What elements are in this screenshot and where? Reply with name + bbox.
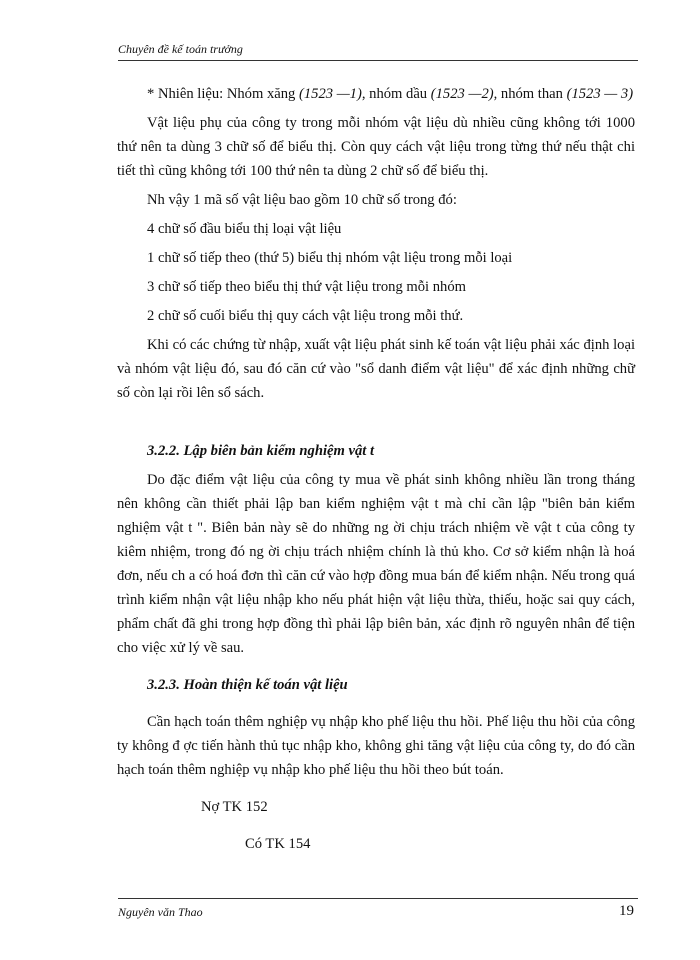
section-heading-3-2-3: 3.2.3. Hoàn thiện kế toán vật liệu (147, 677, 348, 693)
code-intro: Nh vậy 1 mã số vật liệu bao gồm 10 chữ số trong đó: (147, 192, 457, 208)
inspection-paragraph: Do đặc điểm vật liệu của công ty mua về phát sinh không nhiều lần trong tháng nên không cần thiết phải lập ban kiểm nghiệm vật t mà chỉ cần lập "biên bản kiểm nghiệm vật t ". Biên bản này sẽ do những ng ời chịu trách nhiệm về vật t của công ty kiêm nhiệm, trong đó ng ời chịu trách nhiệm chính là thủ kho. Cơ sở kiểm nhận là hoá đơn, nếu ch a có hoá đơn thì căn cứ vào hợp đồng mua bán để kiểm nhận. Nếu trong quá trình kiểm nhận vật liệu nhập kho nếu phát hiện vật liệu thừa, thiếu, hoặc sai quy cách, phẩm chất đã ghi trong hợp đồng thì phải lập biên bản, xác định rõ nguyên nhân để tiện cho việc xử lý về sau. (117, 472, 635, 656)
scrap-paragraph: Cần hạch toán thêm nghiệp vụ nhập kho phế liệu thu hồi. Phế liệu thu hồi của công ty không đ ợc tiến hành thủ tục nhập kho, không ghi tăng vật liệu của công ty, do đó cần hạch toán thêm nghiệp vụ nhập kho phế liệu thu hồi theo bút toán. (117, 714, 635, 778)
footer-author: Nguyên văn Thao (118, 905, 203, 919)
fuel-paragraph (117, 82, 635, 106)
page-header (118, 40, 638, 61)
journal-debit-entry: Nợ TK 152 (201, 799, 268, 815)
fuel-code-1: (1523 —1) (299, 86, 362, 102)
auxiliary-materials-paragraph: Vật liệu phụ của công ty trong mỗi nhóm vật liệu dù nhiều cũng không tới 1000 thứ nên ta dùng 3 chữ số để biểu thị. Còn quy cách vật liệu trong từng thứ nếu thật chi tiết thì cũng không tới 100 thứ nên ta dùng 2 chữ số để biểu thị. (117, 115, 635, 179)
code-item: 1 chữ số tiếp theo (thứ 5) biểu thị nhóm vật liệu trong mỗi loại (147, 250, 513, 266)
fuel-prefix: * Nhiên liệu: Nhóm xăng (147, 86, 299, 102)
code-item: 4 chữ số đầu biểu thị loại vật liệu (147, 221, 342, 237)
page-number: 19 (619, 903, 634, 919)
fuel-code-3: (1523 — 3) (566, 86, 634, 102)
fuel-mid-2: , nhóm than (493, 86, 567, 102)
journal-credit-entry: Có TK 154 (245, 836, 311, 852)
page-footer (118, 898, 638, 919)
fuel-mid-1: , nhóm dầu (361, 86, 431, 102)
page-content (117, 82, 635, 856)
code-item: 3 chữ số tiếp theo biểu thị thứ vật liệu trong mỗi nhóm (147, 279, 467, 295)
section-heading-3-2-2: 3.2.2. Lập biên bản kiểm nghiệm vật t (147, 443, 375, 459)
header-title: Chuyên đề kế toán trưởng (118, 42, 243, 56)
code-item: 2 chữ số cuối biểu thị quy cách vật liệu trong mỗi thứ. (147, 308, 464, 324)
vouchers-paragraph: Khi có các chứng từ nhập, xuất vật liệu phát sinh kế toán vật liệu phải xác định loại và nhóm vật liệu đó, sau đó căn cứ vào "sổ danh điểm vật liệu" để xác định những chữ số còn lại rồi lên sổ sách. (117, 337, 635, 401)
fuel-code-2: (1523 —2) (430, 86, 494, 102)
